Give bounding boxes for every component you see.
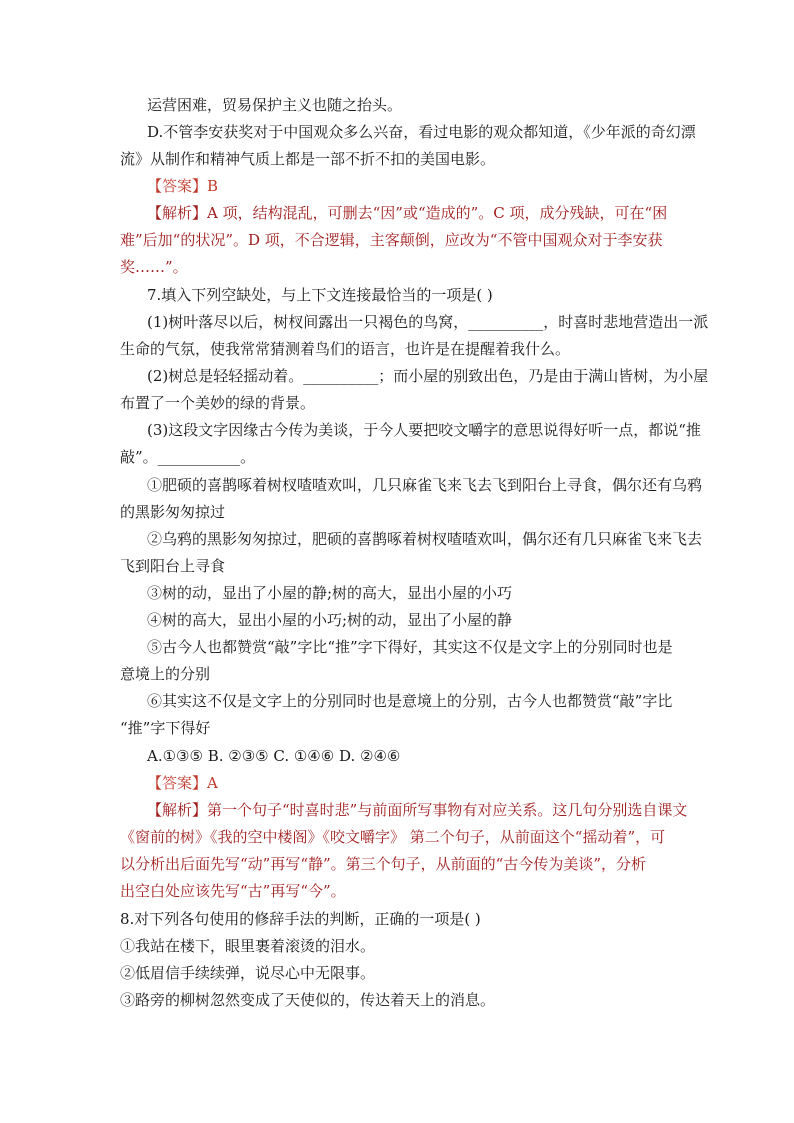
analysis-text: 以分析出后面先写“动”再写“静”。第三个句子，从前面的“古今传为美谈”，分析: [120, 855, 647, 873]
question-7-text: 布置了一个美妙的绿的背景。: [120, 394, 316, 412]
choice-item-4: ④树的高大，显出小屋的小巧;树的动，显出了小屋的静: [147, 611, 513, 629]
option-d: D.不管李安获奖对于中国观众多么兴奋，看过电影的观众都知道，《少年派的奇幻漂: [147, 123, 696, 141]
question-8-item: ②低眉信手续续弹，说尽心中无限事。: [120, 964, 376, 982]
analysis-text: 奖……”。: [120, 258, 188, 276]
choice-item-2: ②乌鸦的黑影匆匆掠过，肥硕的喜鹊啄着树杈喳喳欢叫，偶尔还有几只麻雀飞来飞去: [147, 530, 703, 548]
question-7-text: (3)这段文字因缘古今传为美谈，于今人要把咬文嚼字的意思说得好听一点，都说“推: [147, 421, 701, 439]
choice-item-5: ⑤古今人也都赞赏“敲”字比“推”字下得好，其实这不仅是文字上的分别同时也是: [147, 638, 673, 656]
text-line: 流》从制作和精神气质上都是一部不折不扣的美国电影。: [120, 150, 496, 168]
question-8-title: 8.对下列各句使用的修辞手法的判断，正确的一项是( ): [120, 910, 481, 928]
answer-label: 【答案】A: [147, 774, 218, 792]
text-line: 运营困难，贸易保护主义也随之抬头。: [147, 96, 403, 114]
choice-item-6: ⑥其实这不仅是文字上的分别同时也是意境上的分别，古今人也都赞赏“敲”字比: [147, 692, 673, 710]
answer-options: A.①③⑤ B. ②③⑤ C. ①④⑥ D. ②④⑥: [147, 747, 401, 765]
question-8-item: ①我站在楼下，眼里裹着滚烫的泪水。: [120, 937, 376, 955]
analysis-text: 《窗前的树》《我的空中楼阁》《咬文嚼字》 第二个句子，从前面这个“摇动着”，可: [120, 828, 666, 846]
analysis-text: 难”后加“的状况”。D 项，不合逻辑，主客颠倒，应改为“不管中国观众对于李安获: [120, 231, 663, 249]
choice-item-1: 的黑影匆匆掠过: [120, 503, 226, 521]
choice-item-5: 意境上的分别: [120, 665, 211, 683]
choice-item-2: 飞到阳台上寻食: [120, 557, 226, 575]
analysis-text: 【解析】第一个句子“时喜时悲”与前面所写事物有对应关系。这几句分别选自课文: [147, 801, 688, 819]
question-7-text: (2)树总是轻轻摇动着。__________；而小屋的别致出色，乃是由于满山皆树，为小屋: [147, 367, 709, 385]
question-7-text: 生命的气氛，使我常常猜测着鸟们的语言，也许是在提醒着我什么。: [120, 340, 571, 358]
question-7-title: 7.填入下列空缺处，与上下文连接最恰当的一项是( ): [147, 286, 493, 304]
analysis-text: 【解析】A 项，结构混乱，可删去“因”或“造成的”。C 项，成分残缺，可在“困: [147, 204, 668, 222]
choice-item-1: ①肥硕的喜鹊啄着树杈喳喳欢叫，几只麻雀飞来飞去飞到阳台上寻食，偶尔还有乌鸦: [147, 476, 703, 494]
question-8-item: ③路旁的柳树忽然变成了天使似的，传达着天上的消息。: [120, 991, 496, 1009]
question-7-text: (1)树叶落尽以后，树杈间露出一只褐色的鸟窝，__________，时喜时悲地营造出一派: [147, 313, 709, 331]
choice-item-6: “推”字下得好: [120, 719, 211, 737]
question-7-text: 敲”。___________。: [120, 448, 256, 466]
choice-item-3: ③树的动，显出了小屋的静;树的高大，显出小屋的小巧: [147, 584, 513, 602]
analysis-text: 出空白处应该先写“古”再写“今”。: [120, 882, 346, 900]
answer-label: 【答案】B: [147, 177, 219, 195]
